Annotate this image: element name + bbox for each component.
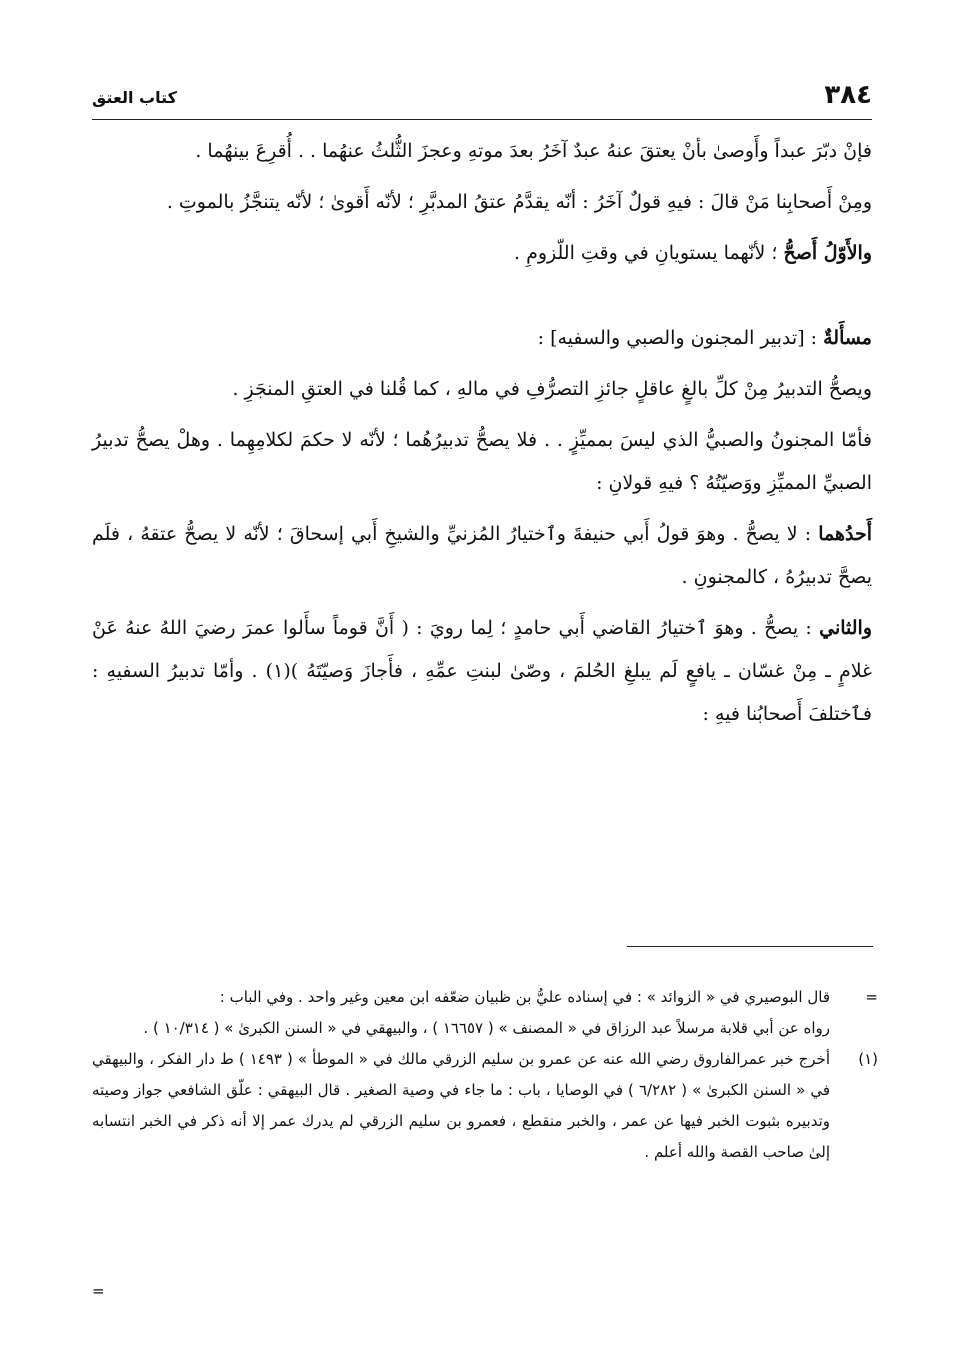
footnote-continued-text-2: رواه عن أبي قلابة مرسلاً عبد الرزاق في « المصنف » ( ١٦٦٥٧ ) ، والبيهقي في « السنن الكبرىٰ » ( ١٠/٣١٤ ) . xyxy=(143,1019,830,1037)
issue-label: مسأَلةٌ xyxy=(823,327,872,349)
footnote-continued-2 xyxy=(92,1013,878,1044)
paragraph-7-body: : يصحُّ . وهوَ ٱختيارُ القاضي أَبي حامدٍ ؛ لِما رويَ : ( أَنَّ قوماً سأَلوا عمرَ رضيَ اللهُ عنهُ عَنْ غلامٍ ـ مِنْ غسّان ـ يافعٍ لَم يبلغِ الحُلمَ ، وصّىٰ لبنتِ عمِّهِ ، فأَجازَ وَصيّتَهُ )(١) . وأمّا تدبيرُ السفيهِ : فٱختلفَ أَصحابُنا فيهِ : xyxy=(92,617,872,725)
paragraph-1: فإنْ دبّرَ عبداً وأَوصىٰ بأنْ يعتقَ عنهُ عبدٌ آخَرُ بعدَ موتهِ وعجزَ الثُّلثُ عنهُما . . أُقرِعَ بينهُما . xyxy=(195,140,872,162)
footnote-1 xyxy=(92,1044,878,1168)
footnote-continued-mark: = xyxy=(865,988,878,1006)
paragraph-5: فأمّا المجنونُ والصبيُّ الذي ليسَ بمميِّزٍ . . فلا يصحُّ تدبيرُهُما ؛ لأنّه لا حكمَ لكلامِهِما . وهلْ يصحُّ تدبيرُ الصبيِّ المميِّزِ ووَصيّتُهُ ؟ فيهِ قولانِ : xyxy=(92,429,872,494)
paragraph-2: ومِنْ أَصحابِنا مَنْ قالَ : فيهِ قولٌ آخَرُ : أنّه يقدَّمُ عتقُ المدبَّرِ ؛ لأنّه أَقوىٰ ؛ لأنّه يتنجَّزُ بالموتِ . xyxy=(166,191,872,213)
paragraph-6 xyxy=(92,513,872,599)
paragraph-3 xyxy=(92,232,872,275)
footnote-1-marker: (١) xyxy=(858,1050,878,1068)
main-text xyxy=(92,130,872,930)
paragraph-7 xyxy=(92,607,872,736)
paragraph-6-body: : لا يصحُّ . وهوَ قولُ أَبي حنيفةَ وٱختيارُ المُزنيِّ والشيخِ أَبي إسحاقَ ؛ لأنّه لا يصحُّ عتقهُ ، فلَم يصحَّ تدبيرُهُ ، كالمجنونِ . xyxy=(92,523,872,588)
footnotes xyxy=(92,982,878,1322)
paragraph-3-body: ؛ لأنّهما يستويانِ في وقتِ اللّزومِ . xyxy=(513,242,784,264)
issue-heading xyxy=(92,317,872,360)
page-header xyxy=(92,80,872,120)
footnote-continued-text-1: قال البوصيري في « الزوائد » : في إسناده عليُّ بن ظبيان ضعّفه ابن معين وغير واحد . وفي الباب : xyxy=(219,988,830,1006)
footnote-divider xyxy=(627,946,873,947)
paragraph-7-lead: والثاني xyxy=(819,617,872,639)
header-divider xyxy=(92,119,872,120)
footnote-continues-mark: = xyxy=(92,1282,105,1300)
running-title: كتاب العتق xyxy=(92,88,177,107)
issue-title: : [تدبير المجنون والصبي والسفيه] : xyxy=(537,327,824,349)
paragraph-6-lead: أَحدُهما xyxy=(818,523,872,545)
section-gap xyxy=(92,283,872,317)
footnote-1-text: أخرج خبر عمرالفاروق رضي الله عنه عن عمرو بن سليم الزرقي مالك في « الموطأ » ( ١٤٩٣ ) ط دار الفكر ، والبيهقي في « السنن الكبرىٰ » ( ٦/٢٨٢ ) في الوصايا ، باب : ما جاء في وصية الصغير . قال البيهقي : علّق الشافعي جواز وصيته وتدبيره بثبوت الخبر فيها عن عمر ، والخبر منقطع ، فعمرو بن سليم الزرقي لم يدرك عمر إلا أنه ذكر في الخبر انتسابه إلىٰ صاحب القصة والله أعلم . xyxy=(92,1050,831,1161)
page-number: ٣٨٤ xyxy=(824,80,872,110)
footnote-continued xyxy=(92,982,878,1013)
paragraph-4: ويصحُّ التدبيرُ مِنْ كلِّ بالغٍ عاقلٍ جائزِ التصرُّفِ في مالهِ ، كما قُلنا في العتقِ المنجَزِ . xyxy=(232,378,872,400)
paragraph-3-lead: والأَوّلُ أَصحُّ xyxy=(783,242,872,264)
